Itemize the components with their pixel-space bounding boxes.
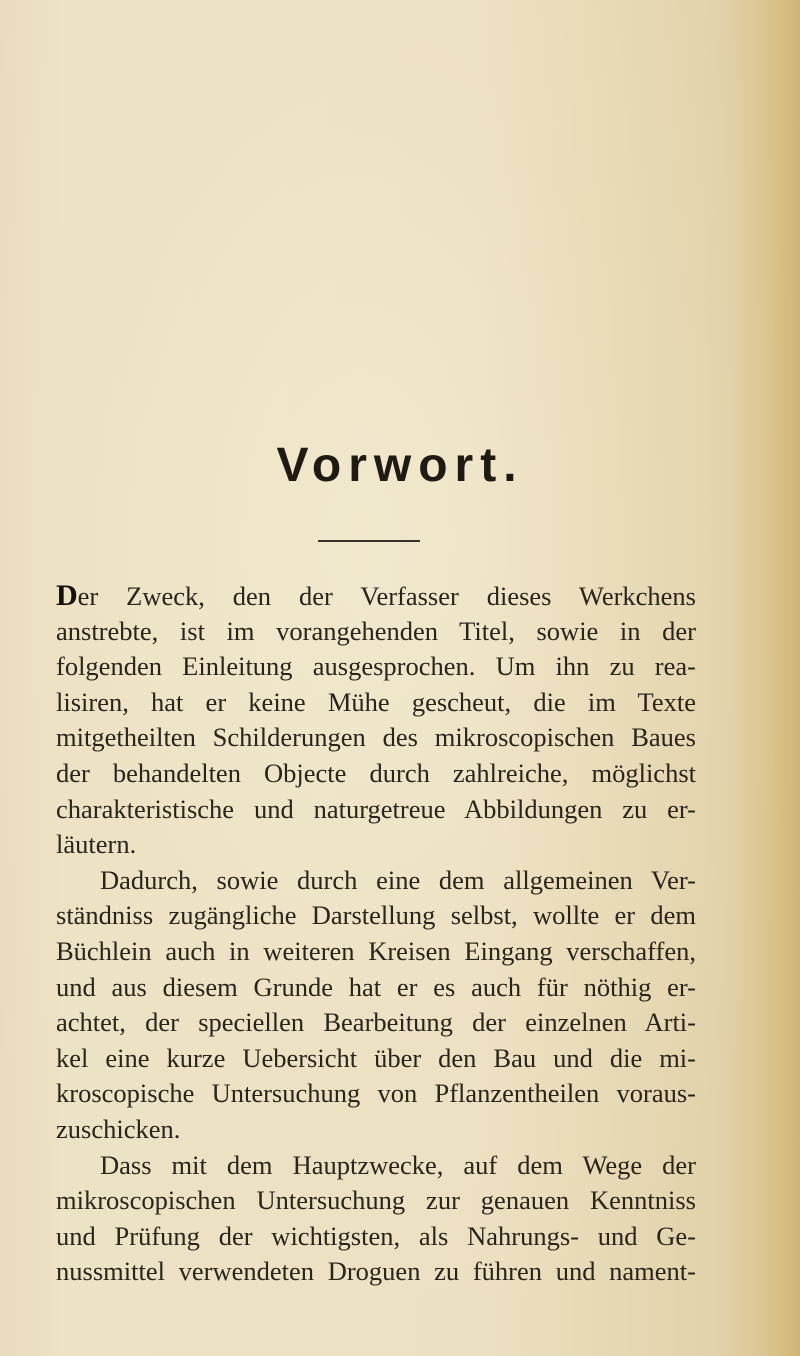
text-line: folgenden Einleitung ausgesprochen. Um ihn zu rea- (56, 651, 696, 682)
text-line: lisiren, hat er keine Mühe gescheut, die im Texte (56, 686, 696, 717)
preface-text (56, 578, 696, 1290)
text-line: mitgetheilten Schilderungen des mikroscopischen Baues (56, 722, 696, 753)
text-line: ständniss zugängliche Darstellung selbst, wollte er dem (56, 900, 696, 931)
text-line: Dadurch, sowie durch eine dem allgemeinen Ver- (100, 864, 696, 895)
text-line: Dass mit dem Hauptzwecke, auf dem Wege der (100, 1149, 696, 1180)
text-line: kroscopische Untersuchung von Pflanzentheilen voraus- (56, 1078, 696, 1109)
text-line: mikroscopischen Untersuchung zur genauen Kenntniss (56, 1185, 696, 1216)
page-edge-stain (730, 0, 800, 1356)
text-line: und aus diesem Grunde hat er es auch für nöthig er- (56, 971, 696, 1002)
text-line: Büchlein auch in weiteren Kreisen Eingang verschaffen, (56, 935, 696, 966)
text-line: kel eine kurze Uebersicht über den Bau und die mi- (56, 1042, 696, 1073)
text-line: nussmittel verwendeten Droguen zu führen und nament- (56, 1256, 696, 1287)
text-line: und Prüfung der wichtigsten, als Nahrungs- und Ge- (56, 1220, 696, 1251)
text-line: charakteristische und naturgetreue Abbildungen zu er- (56, 793, 696, 824)
text-line: läutern. (56, 829, 137, 860)
text-line: der behandelten Objecte durch zahlreiche, möglichst (56, 757, 696, 788)
text-line: zuschicken. (56, 1113, 181, 1144)
text-line: achtet, der speciellen Bearbeitung der einzelnen Arti- (56, 1007, 696, 1038)
text-line: anstrebte, ist im vorangehenden Titel, sowie in der (56, 615, 696, 646)
page-title: Vorwort. (276, 439, 524, 492)
text-line: Der Zweck, den der Verfasser dieses Werkchens (56, 579, 696, 612)
drop-cap-initial: D (56, 579, 78, 612)
title-divider (318, 540, 420, 542)
